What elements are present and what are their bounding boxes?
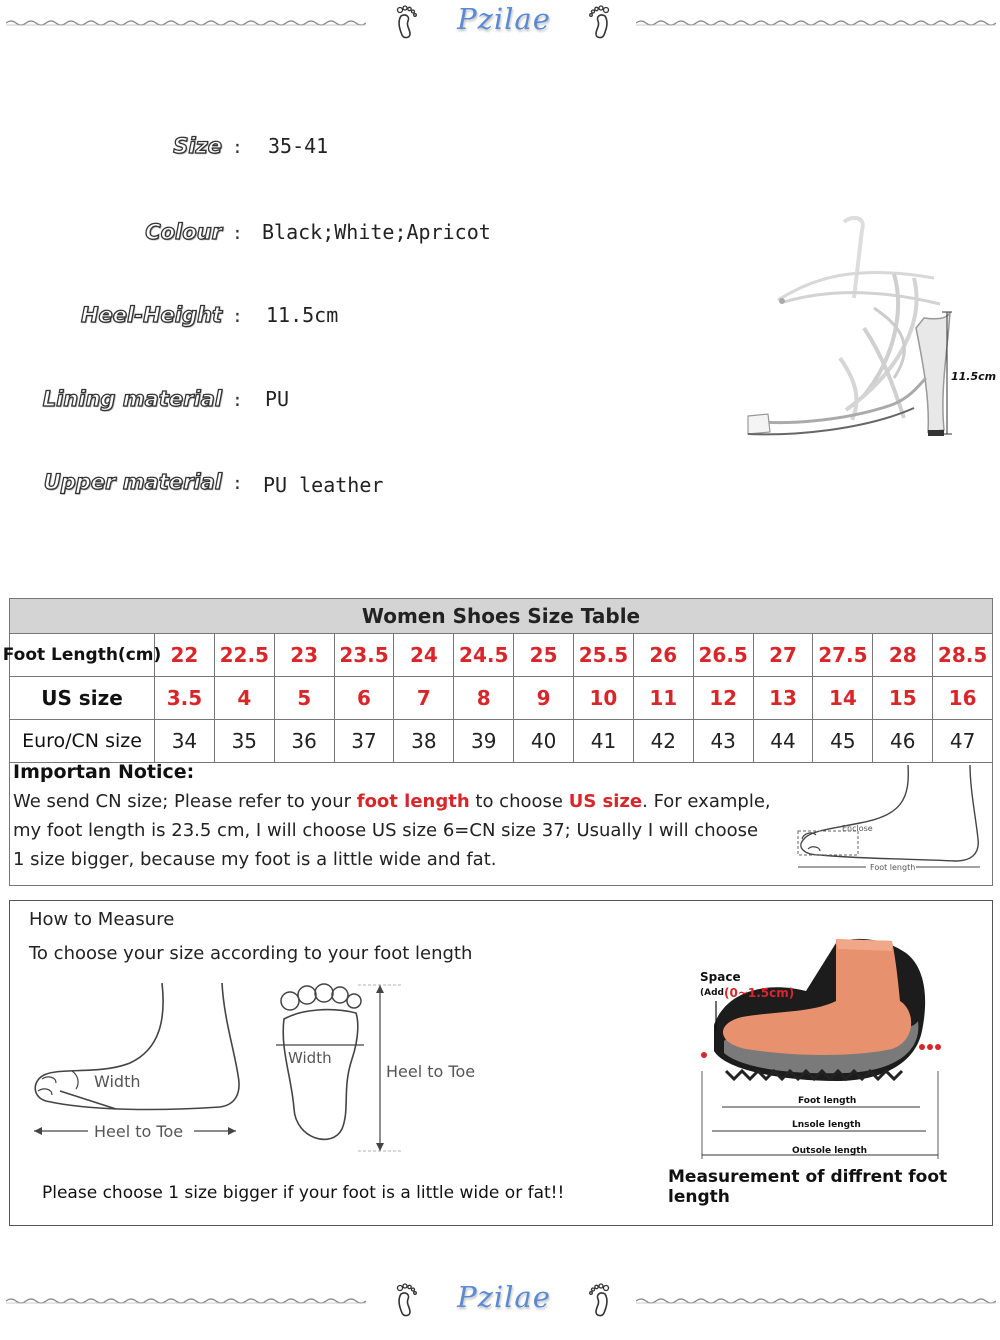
notice-text: We send CN size; Please refer to your bbox=[13, 791, 357, 812]
table-cell: 43 bbox=[694, 720, 754, 762]
notice-line: my foot length is 23.5 cm, I will choose US size 6=CN size 37; Usually I will choose bbox=[13, 820, 759, 841]
diagram-caption: Measurement of diffrent foot length bbox=[668, 1167, 948, 1207]
spec-colon: : bbox=[232, 473, 243, 494]
table-cell: 46 bbox=[873, 720, 933, 762]
table-cell: 34 bbox=[155, 720, 215, 762]
wavy-divider-right bbox=[636, 18, 996, 28]
footprint-icon bbox=[392, 1282, 422, 1318]
table-cell: 41 bbox=[574, 720, 634, 762]
brand-name: Pzilae bbox=[457, 1280, 551, 1314]
spec-colon: : bbox=[232, 137, 243, 158]
table-cell: 25 bbox=[514, 634, 574, 676]
notice-title-part: Importan bbox=[13, 761, 112, 783]
sole-width-label: Width bbox=[288, 1049, 332, 1067]
table-cell: 7 bbox=[394, 677, 454, 719]
row-header: Foot Length(cm) bbox=[10, 634, 155, 676]
spec-label: Lining material bbox=[42, 387, 222, 411]
spec-label: Heel-Height bbox=[80, 303, 222, 327]
table-cell: 35 bbox=[215, 720, 275, 762]
footprint-icon bbox=[584, 1282, 614, 1318]
spec-colon: : bbox=[232, 306, 243, 327]
row-header: Euro/CN size bbox=[10, 720, 155, 762]
foot-length-diagram bbox=[686, 931, 976, 1167]
space-label: Space bbox=[700, 970, 741, 984]
notice-title bbox=[13, 761, 793, 783]
table-cell: 22.5 bbox=[215, 634, 275, 676]
side-foot-illustration bbox=[20, 979, 250, 1149]
table-cell: 26.5 bbox=[694, 634, 754, 676]
spec-heel-height bbox=[0, 303, 700, 337]
how-to-measure-panel bbox=[9, 900, 993, 1226]
table-cell: 14 bbox=[813, 677, 873, 719]
table-cell: 6 bbox=[335, 677, 395, 719]
table-title: Women Shoes Size Table bbox=[10, 599, 992, 634]
table-cell: 42 bbox=[634, 720, 694, 762]
notice-highlight-foot-length: foot length bbox=[356, 791, 470, 812]
space-add-label: (Add bbox=[700, 988, 724, 998]
enclose-label: Enclose bbox=[842, 824, 873, 833]
table-cell: 3.5 bbox=[155, 677, 215, 719]
table-cell: 45 bbox=[813, 720, 873, 762]
wavy-divider-left bbox=[6, 18, 366, 28]
space-range-label: (0~1.5cm) bbox=[724, 986, 795, 1000]
spec-label: Colour bbox=[145, 220, 222, 244]
measure-title: How to Measure bbox=[29, 909, 175, 930]
size-table bbox=[2, 598, 993, 886]
important-notice bbox=[13, 761, 793, 874]
table-cell: 8 bbox=[454, 677, 514, 719]
table-cell: 27.5 bbox=[813, 634, 873, 676]
spec-lining-material bbox=[0, 387, 700, 421]
table-cell: 38 bbox=[394, 720, 454, 762]
notice-line: 1 size bigger, because my foot is a little wide and fat. bbox=[13, 849, 497, 870]
table-cell: 22 bbox=[155, 634, 215, 676]
footprint-icon bbox=[392, 4, 422, 40]
table-row-euro-cn-size bbox=[10, 720, 992, 763]
wavy-divider-right bbox=[636, 1296, 996, 1306]
table-cell: 23 bbox=[275, 634, 335, 676]
measure-subtitle: To choose your size according to your foot length bbox=[29, 943, 473, 964]
table-cell: 25.5 bbox=[574, 634, 634, 676]
table-cell: 36 bbox=[275, 720, 335, 762]
notice-line bbox=[13, 787, 793, 816]
table-cell: 4 bbox=[215, 677, 275, 719]
side-heel-to-toe-label: Heel to Toe bbox=[94, 1122, 184, 1141]
brand-name: Pzilae bbox=[457, 2, 551, 36]
product-shoe-image bbox=[744, 208, 1000, 448]
table-cell: 24.5 bbox=[454, 634, 514, 676]
notice-title-part: Notice: bbox=[117, 761, 195, 783]
notice-text: . For example, bbox=[642, 791, 771, 812]
table-cell: 26 bbox=[634, 634, 694, 676]
table-cell: 10 bbox=[574, 677, 634, 719]
table-cell: 11 bbox=[634, 677, 694, 719]
notice-highlight-us-size: US size bbox=[568, 791, 643, 812]
table-cell: 13 bbox=[754, 677, 814, 719]
wavy-divider-left bbox=[6, 1296, 366, 1306]
table-cell: 15 bbox=[873, 677, 933, 719]
table-cell: 28 bbox=[873, 634, 933, 676]
brand-footer bbox=[0, 1278, 1000, 1322]
table-cell: 28.5 bbox=[937, 643, 988, 667]
spec-colon: : bbox=[232, 390, 243, 411]
insole-length-label: Lnsole length bbox=[792, 1120, 861, 1130]
sole-heel-to-toe-label: Heel to Toe bbox=[386, 1062, 476, 1081]
spec-value: Black;White;Apricot bbox=[262, 220, 491, 244]
table-cell: 44 bbox=[754, 720, 814, 762]
spec-value: 35-41 bbox=[268, 134, 329, 158]
outsole-length-label: Outsole length bbox=[792, 1146, 867, 1156]
table-cell: 9 bbox=[514, 677, 574, 719]
sole-foot-illustration bbox=[272, 979, 492, 1159]
spec-value: PU leather bbox=[263, 473, 384, 497]
foot-length-label: Foot length bbox=[870, 863, 916, 872]
heel-height-label: 11.5cm bbox=[951, 370, 997, 383]
table-cell: 12 bbox=[694, 677, 754, 719]
foot-length-measure-label: Foot length bbox=[798, 1096, 857, 1106]
table-cell: 16 bbox=[948, 686, 977, 710]
table-cell: 27 bbox=[754, 634, 814, 676]
table-cell: 23.5 bbox=[335, 634, 395, 676]
spec-value: PU bbox=[265, 387, 290, 411]
spec-label: Upper material bbox=[43, 470, 222, 494]
table-cell: 39 bbox=[454, 720, 514, 762]
table-cell: 40 bbox=[514, 720, 574, 762]
table-cell: 47 bbox=[949, 729, 976, 753]
brand-header bbox=[0, 0, 1000, 44]
side-width-label: Width bbox=[94, 1072, 141, 1091]
table-row-foot-length bbox=[2, 634, 992, 677]
size-up-note: Please choose 1 size bigger if your foot is a little wide or fat!! bbox=[42, 1183, 565, 1203]
spec-upper-material bbox=[0, 470, 700, 504]
footprint-icon bbox=[584, 4, 614, 40]
row-header: US size bbox=[10, 677, 155, 719]
spec-size bbox=[0, 134, 700, 168]
notice-text: to choose bbox=[469, 791, 569, 812]
foot-outline-illustration bbox=[790, 759, 990, 879]
spec-value: 11.5cm bbox=[266, 303, 339, 327]
spec-colour bbox=[0, 220, 700, 254]
table-cell: 5 bbox=[275, 677, 335, 719]
table-cell: 37 bbox=[335, 720, 395, 762]
table-cell: 24 bbox=[394, 634, 454, 676]
spec-label: Size bbox=[173, 134, 222, 158]
table-row-us-size bbox=[10, 677, 992, 720]
spec-colon: : bbox=[232, 223, 243, 244]
